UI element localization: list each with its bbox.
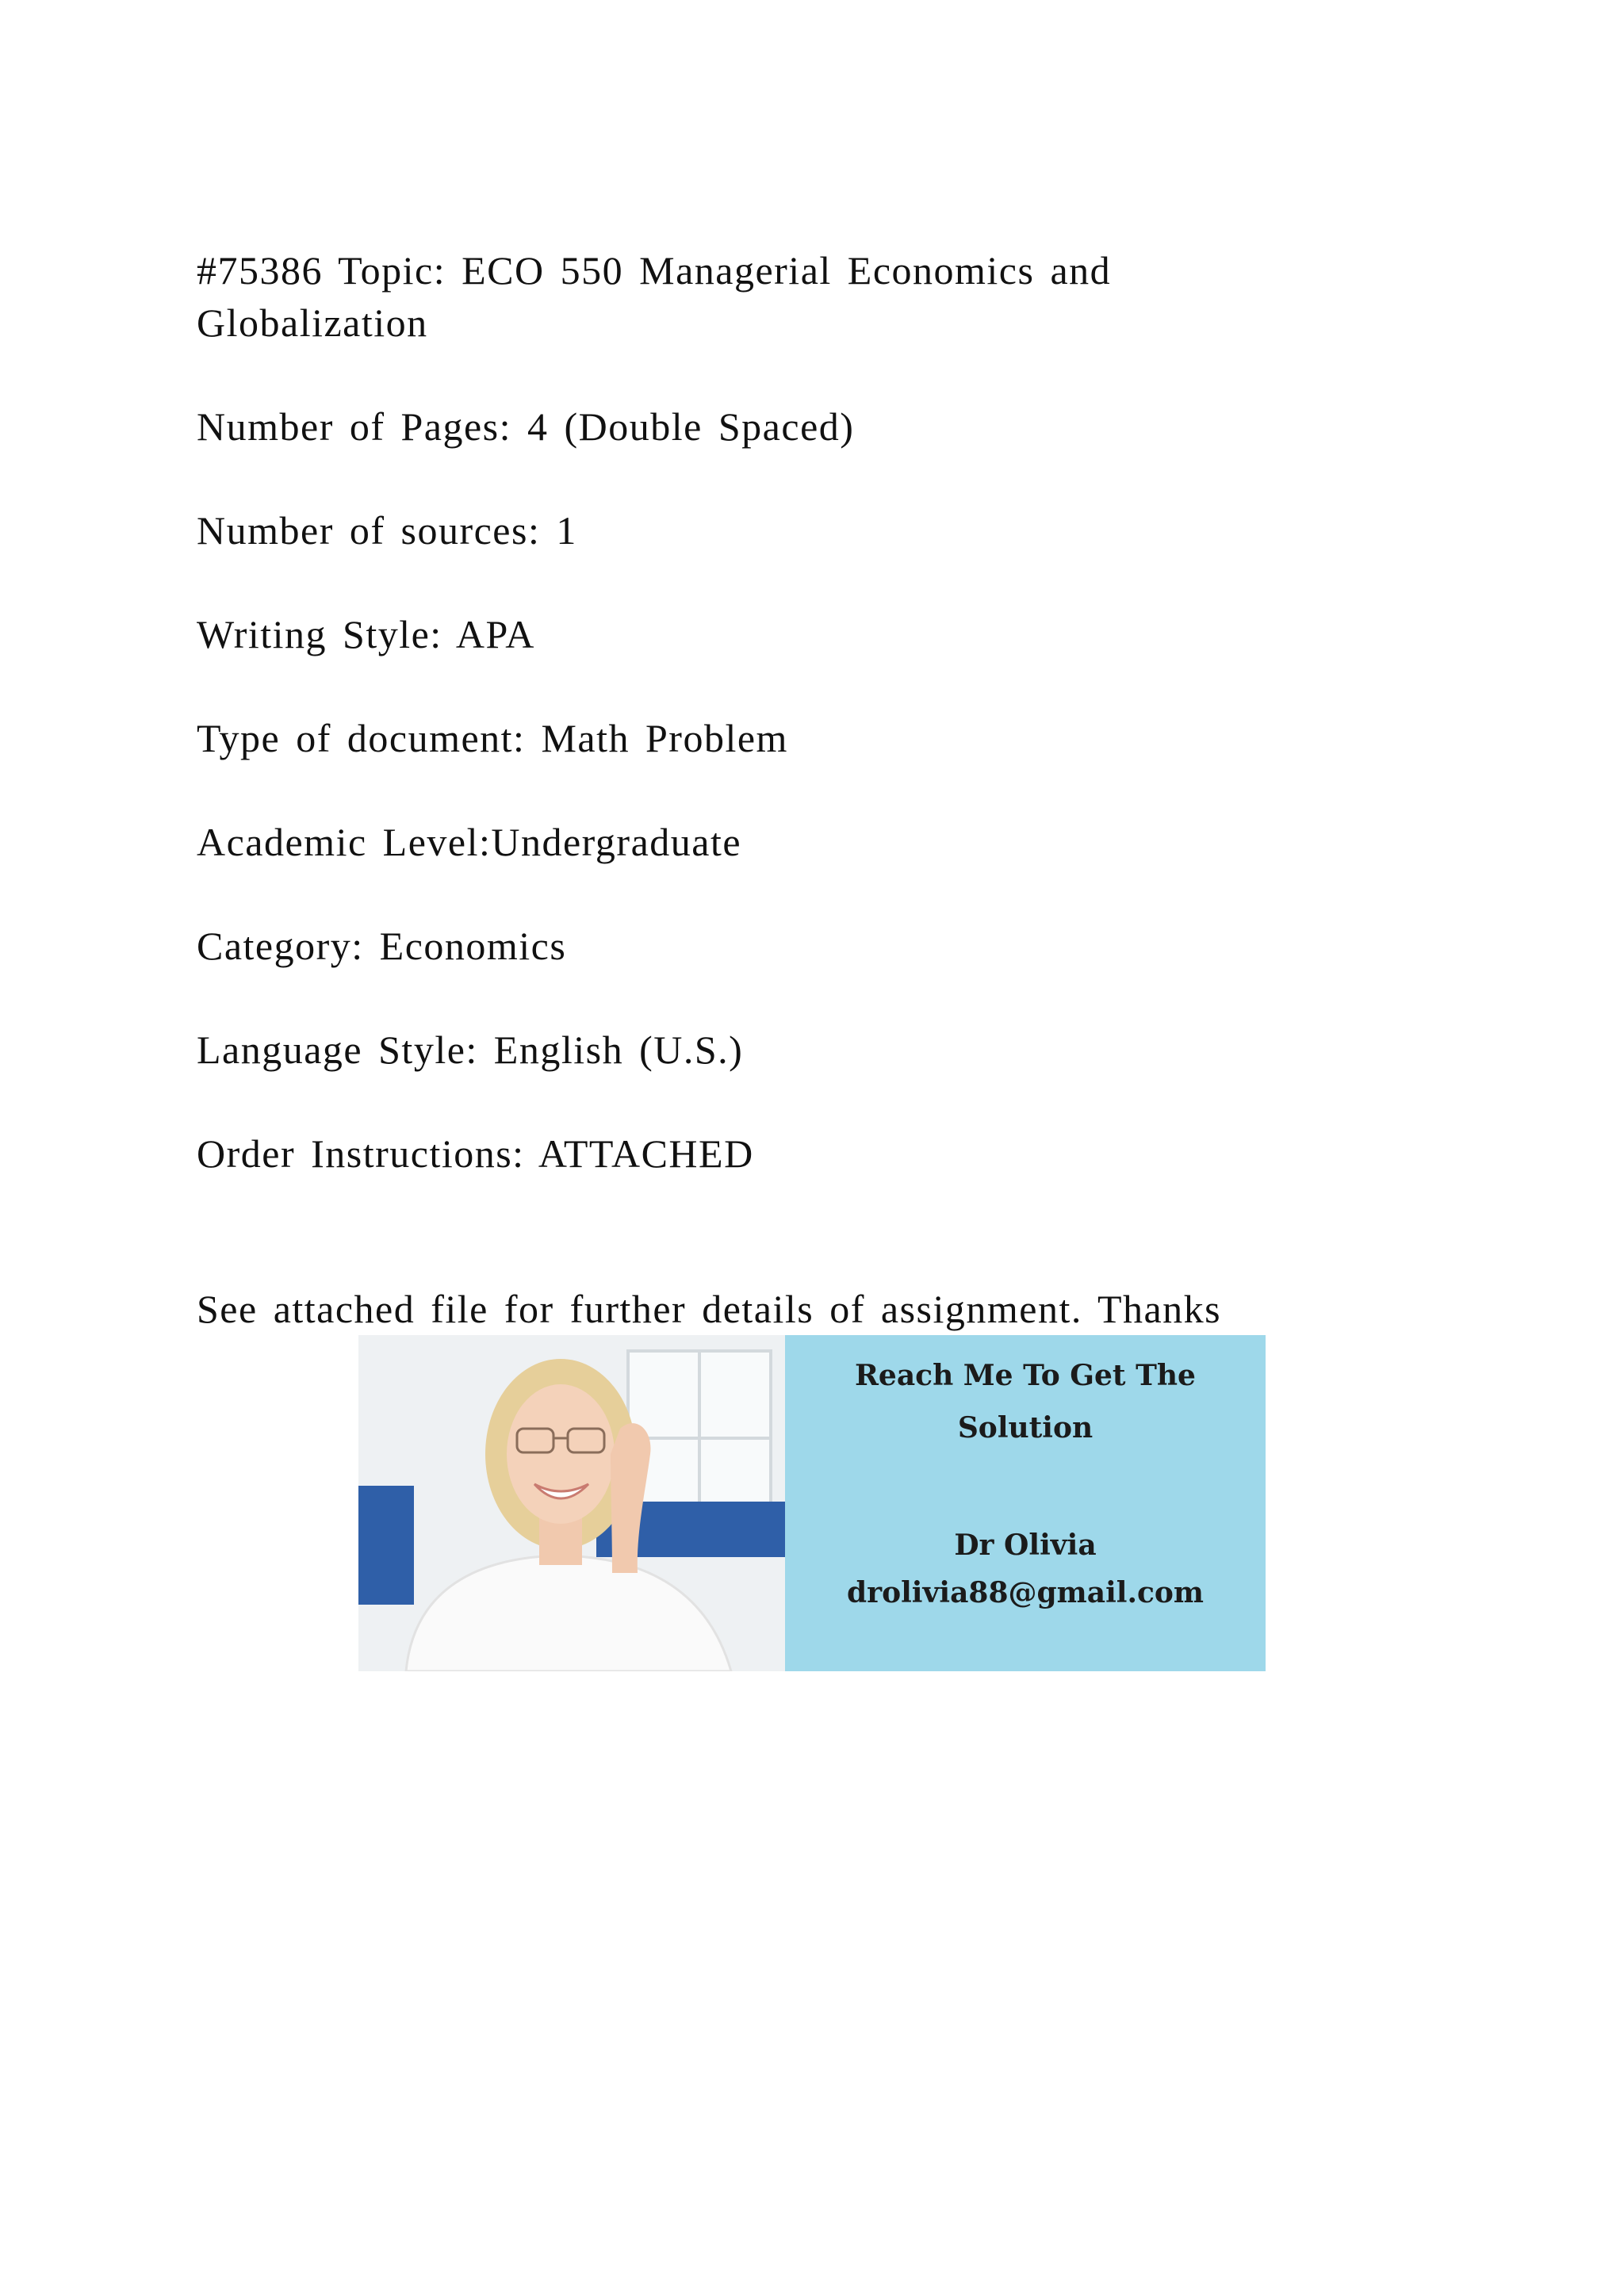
- number-of-pages: Number of Pages: 4 (Double Spaced): [197, 404, 855, 449]
- writing-style: Writing Style: APA: [197, 612, 535, 656]
- language-style: Language Style: English (U.S.): [197, 1027, 744, 1072]
- contact-name: Dr Olivia: [954, 1529, 1097, 1562]
- topic-line-2: Globalization: [197, 300, 428, 345]
- number-of-sources: Number of sources: 1: [197, 508, 577, 553]
- order-instructions: Order Instructions: ATTACHED: [197, 1131, 754, 1176]
- academic-level: Academic Level:Undergraduate: [197, 820, 742, 864]
- woman-photo-illustration: [358, 1335, 785, 1671]
- contact-card: [785, 1335, 1266, 1671]
- type-of-document: Type of document: Math Problem: [197, 716, 788, 760]
- closing-note: See attached file for further details of assignment. Thanks: [197, 1287, 1222, 1331]
- contact-banner: [358, 1335, 1266, 1671]
- banner-heading-line-2: Solution: [957, 1411, 1094, 1445]
- category: Category: Economics: [197, 924, 567, 968]
- contact-email[interactable]: drolivia88@gmail.com: [846, 1576, 1205, 1609]
- banner-heading-line-1: Reach Me To Get The: [855, 1359, 1196, 1392]
- banner-photo: [358, 1335, 785, 1671]
- topic-line-1: #75386 Topic: ECO 550 Managerial Economics and: [197, 248, 1112, 293]
